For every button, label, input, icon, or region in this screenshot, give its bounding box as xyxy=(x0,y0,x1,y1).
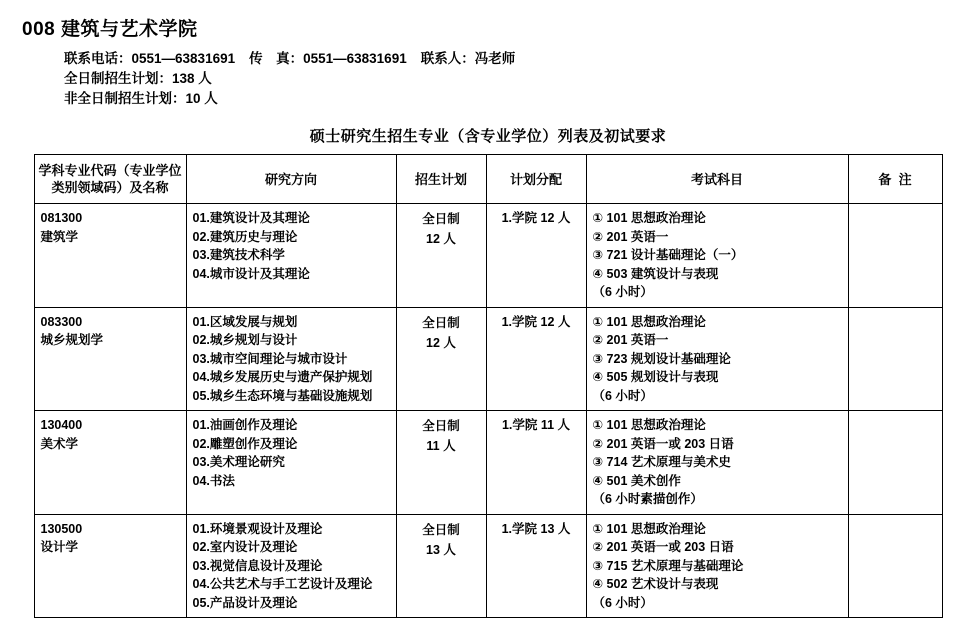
research-directions-cell xyxy=(186,411,396,515)
exam-subject-3: ④ 505 规划设计与表现 xyxy=(592,370,719,384)
fax-value: 0551—63831691 xyxy=(303,51,407,66)
remark-cell xyxy=(848,514,942,618)
enrollment-plan-cell xyxy=(396,307,486,411)
major-code-line-0: 081300 xyxy=(40,211,83,225)
fulltime-plan: 全日制招生计划：138 人 xyxy=(64,71,212,86)
enrollment-plan-line-0: 全日制 xyxy=(422,522,460,537)
research-direction-3: 04.城乡发展历史与遗产保护规划 xyxy=(192,370,373,384)
exam-subject-2: ③ 715 艺术原理与基础理论 xyxy=(592,558,744,573)
exam-subject-0: ① 101 思想政治理论 xyxy=(592,521,706,536)
research-direction-3: 04.公共艺术与手工艺设计及理论 xyxy=(192,577,373,591)
parttime-plan: 非全日制招生计划：10 人 xyxy=(64,91,218,106)
research-direction-0: 01.油画创作及理论 xyxy=(192,418,298,432)
research-direction-2: 03.美术理论研究 xyxy=(192,455,285,469)
enrollment-plan-line-1: 11 人 xyxy=(426,439,456,453)
table-row xyxy=(34,307,942,411)
enrollment-plan-line-1: 12 人 xyxy=(426,232,456,246)
enrollment-plan-line-0: 全日制 xyxy=(422,212,460,226)
research-directions-cell xyxy=(186,204,396,308)
exam-subject-0: ① 101 思想政治理论 xyxy=(592,211,706,225)
major-code-cell xyxy=(34,411,186,515)
column-header-code: 学科专业代码（专业学位 类别领域码）及名称 xyxy=(34,155,186,204)
research-direction-1: 02.雕塑创作及理论 xyxy=(192,436,298,451)
major-code-line-0: 130500 xyxy=(40,521,83,536)
contact-line-phone xyxy=(64,49,958,69)
table-row xyxy=(34,204,942,308)
exam-subjects-cell xyxy=(586,514,848,618)
exam-subject-0: ① 101 思想政治理论 xyxy=(592,418,706,432)
column-header-plan: 招生计划 xyxy=(396,155,486,204)
exam-subject-2: ③ 723 规划设计基础理论 xyxy=(592,351,731,366)
page-title: 008 建筑与艺术学院 xyxy=(22,19,198,40)
exam-subject-3: ④ 501 美术创作 xyxy=(592,473,681,488)
major-code-line-1: 美术学 xyxy=(40,436,79,451)
research-direction-0: 01.建筑设计及其理论 xyxy=(192,211,310,225)
enrollment-plan-cell xyxy=(396,411,486,515)
major-code-line-1: 设计学 xyxy=(40,540,79,554)
research-direction-1: 02.室内设计及理论 xyxy=(192,540,298,554)
exam-subject-1: ② 201 英语一或 203 日语 xyxy=(592,436,734,451)
contact-phone-label: 联系电话： xyxy=(64,51,132,66)
column-header-allocation: 计划分配 xyxy=(486,155,586,204)
major-code-line-0: 083300 xyxy=(40,314,83,329)
exam-subject-1: ② 201 英语一 xyxy=(592,333,669,347)
enrollment-plan-line-0: 全日制 xyxy=(422,419,460,433)
enrollment-plan-line-1: 13 人 xyxy=(426,542,456,557)
remark-cell xyxy=(848,411,942,515)
exam-subject-2: ③ 714 艺术原理与美术史 xyxy=(592,455,731,469)
major-code-cell xyxy=(34,204,186,308)
research-direction-0: 01.区域发展与规划 xyxy=(192,314,298,329)
fax-label: 传 真： xyxy=(249,51,304,66)
enrollment-plan-line-0: 全日制 xyxy=(422,315,460,330)
column-header-direction: 研究方向 xyxy=(186,155,396,204)
contact-block xyxy=(64,49,958,109)
table-row xyxy=(34,411,942,515)
major-code-cell xyxy=(34,307,186,411)
exam-subject-2: ③ 721 设计基础理论（一） xyxy=(592,248,744,262)
exam-subject-4: （6 小时） xyxy=(592,285,653,299)
research-direction-1: 02.城乡规划与设计 xyxy=(192,333,298,347)
research-direction-4: 05.城乡生态环境与基础设施规划 xyxy=(192,388,373,403)
remark-cell xyxy=(848,204,942,308)
major-code-line-1: 城乡规划学 xyxy=(40,333,104,347)
research-direction-0: 01.环境景观设计及理论 xyxy=(192,521,323,536)
enrollment-plan-line-1: 12 人 xyxy=(426,335,456,350)
column-header-exam: 考试科目 xyxy=(586,155,848,204)
remark-cell xyxy=(848,307,942,411)
research-direction-2: 03.视觉信息设计及理论 xyxy=(192,558,323,573)
plan-allocation-cell: 1.学院 11 人 xyxy=(486,411,586,515)
exam-subject-1: ② 201 英语一 xyxy=(592,229,669,244)
exam-subjects-cell xyxy=(586,307,848,411)
research-direction-3: 04.城市设计及其理论 xyxy=(192,266,310,281)
research-direction-4: 05.产品设计及理论 xyxy=(192,595,298,610)
exam-subject-4: （6 小时） xyxy=(592,595,653,610)
plan-allocation-cell: 1.学院 12 人 xyxy=(486,204,586,308)
table-title: 硕士研究生招生专业（含专业学位）列表及初试要求 xyxy=(309,128,667,145)
research-directions-cell xyxy=(186,514,396,618)
exam-subjects-cell xyxy=(586,204,848,308)
exam-subject-4: （6 小时） xyxy=(592,388,653,403)
majors-table xyxy=(34,154,943,618)
table-header-row xyxy=(34,155,942,204)
contact-person-value: 冯老师 xyxy=(474,51,516,66)
exam-subject-0: ① 101 思想政治理论 xyxy=(592,314,706,329)
research-direction-2: 03.城市空间理论与城市设计 xyxy=(192,351,348,366)
table-row xyxy=(34,514,942,618)
enrollment-plan-cell xyxy=(396,514,486,618)
research-direction-2: 03.建筑技术科学 xyxy=(192,248,285,262)
exam-subjects-cell xyxy=(586,411,848,515)
plan-allocation-cell: 1.学院 12 人 xyxy=(486,307,586,411)
major-code-line-1: 建筑学 xyxy=(40,229,79,244)
major-code-cell xyxy=(34,514,186,618)
exam-subject-4: （6 小时素描创作） xyxy=(592,492,703,506)
enrollment-plan-cell xyxy=(396,204,486,308)
table-body xyxy=(34,204,942,618)
major-code-line-0: 130400 xyxy=(40,418,83,432)
research-direction-3: 04.书法 xyxy=(192,473,235,488)
plan-allocation-cell: 1.学院 13 人 xyxy=(486,514,586,618)
contact-phone-value: 0551—63831691 xyxy=(131,51,236,66)
research-directions-cell xyxy=(186,307,396,411)
research-direction-1: 02.建筑历史与理论 xyxy=(192,229,298,244)
contact-person-label: 联系人： xyxy=(420,51,475,66)
exam-subject-3: ④ 503 建筑设计与表现 xyxy=(592,266,719,281)
exam-subject-1: ② 201 英语一或 203 日语 xyxy=(592,540,734,554)
column-header-remark: 备 注 xyxy=(848,155,942,204)
exam-subject-3: ④ 502 艺术设计与表现 xyxy=(592,577,719,591)
